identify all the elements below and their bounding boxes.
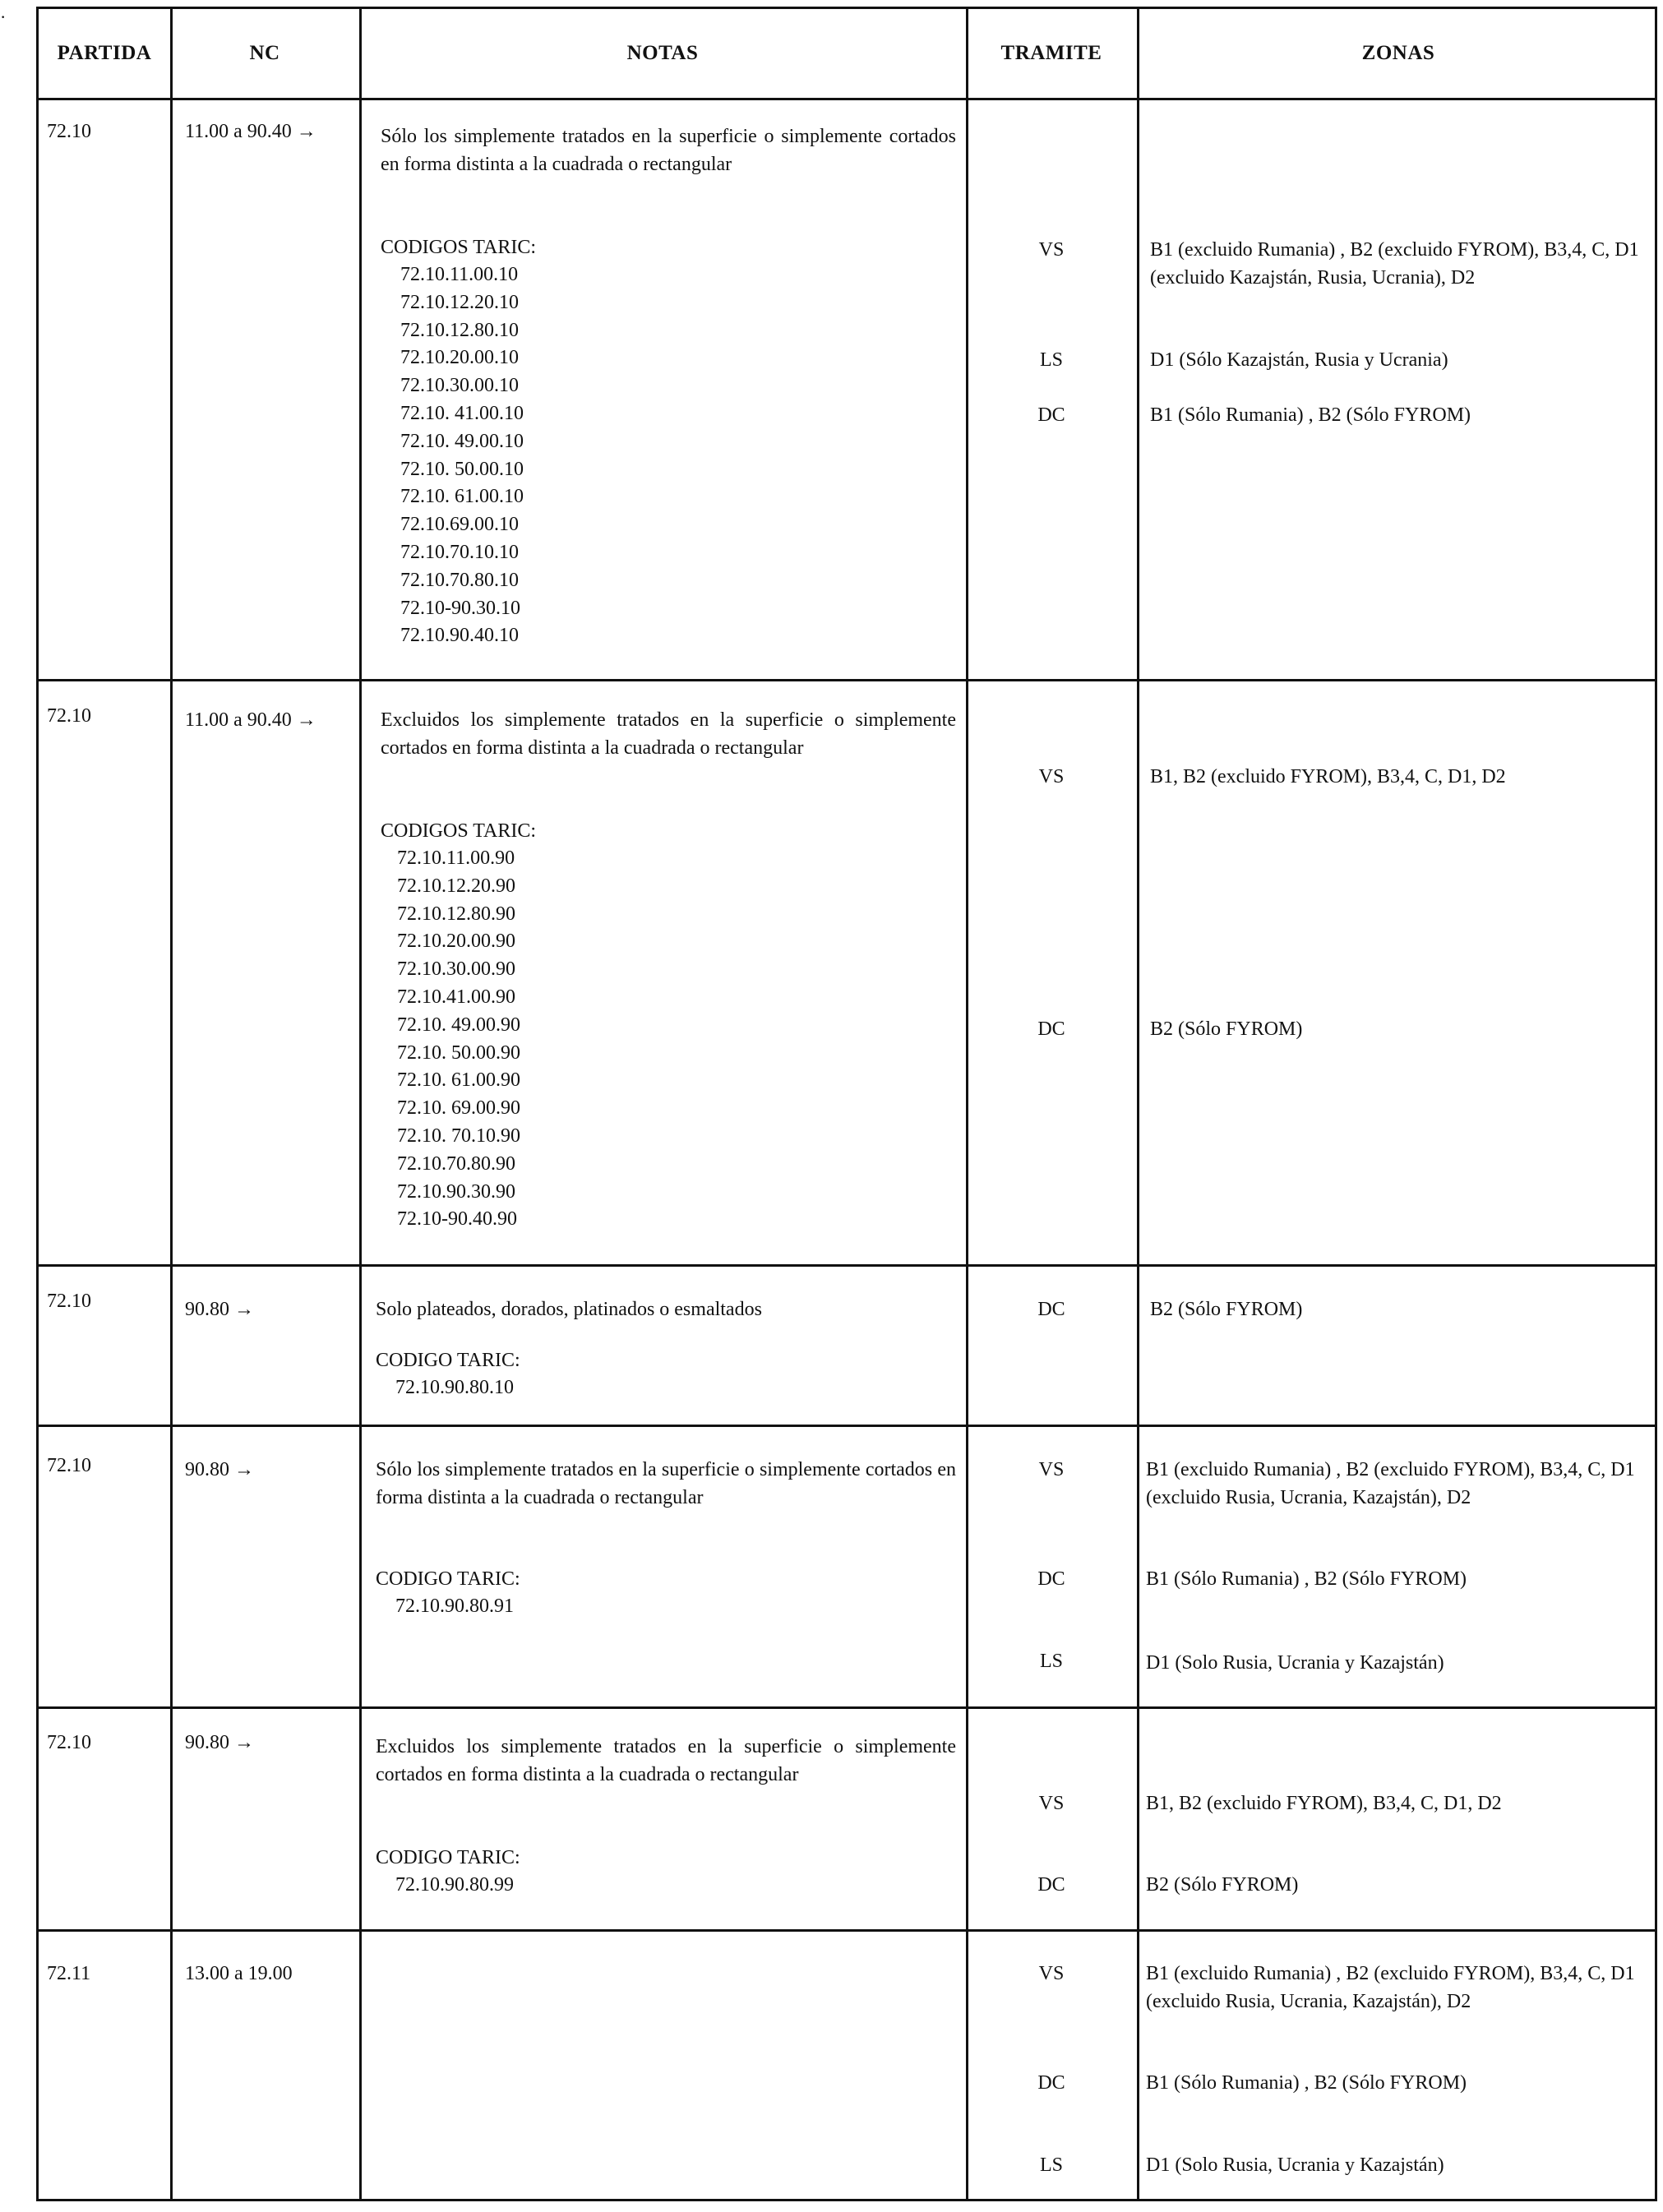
- row-3-partida: 72.10: [47, 1291, 91, 1312]
- row-6-tramite-ls: LS: [1039, 2154, 1063, 2176]
- row-1-nc: 11.00 a 90.40 →: [185, 121, 316, 142]
- row-2-tramite-dc: DC: [1037, 1018, 1065, 1040]
- row-3-nota: Solo plateados, dorados, platinados o esmaltados: [376, 1299, 762, 1320]
- row-6-zonas-vs: B1 (excluido Rumania) , B2 (excluido FYROM), B3,4, C, D1 (excluido Rusia, Ucrania, Kazajstán), D2: [1146, 1963, 1635, 2012]
- taric-code: 72.10.12.80.10: [400, 319, 519, 341]
- row-1-tramite-dc: DC: [1037, 404, 1065, 426]
- corner-mark: ·: [0, 7, 7, 27]
- row-divider: [39, 1929, 1655, 1932]
- taric-code: 72.10. 69.00.90: [397, 1097, 520, 1120]
- row-2-zonas-vs: B1, B2 (excluido FYROM), B3,4, C, D1, D2: [1150, 766, 1506, 787]
- taric-code: 72.10-90.30.10: [400, 597, 520, 619]
- row-4-codes-list: [395, 1593, 514, 1621]
- row-4-partida: 72.10: [47, 1455, 91, 1476]
- row-6-partida: 72.11: [47, 1963, 91, 1984]
- row-6-tramite-dc: DC: [1037, 2072, 1065, 2094]
- taric-code: 72.10. 70.10.90: [397, 1124, 520, 1147]
- taric-code: 72.10.90.80.10: [395, 1377, 514, 1398]
- taric-code: 72.10.11.00.10: [400, 264, 519, 285]
- taric-code: 72.10.41.00.90: [397, 986, 515, 1008]
- row-5-zonas-vs: B1, B2 (excluido FYROM), B3,4, C, D1, D2: [1146, 1793, 1502, 1814]
- taric-code: 72.10. 50.00.90: [397, 1041, 520, 1064]
- row-5-nota: Excluidos los simplemente tratados en la superficie o simplemente cortados en forma distinta a la cuadrada o rectangular: [376, 1736, 956, 1785]
- row-2-tramite-vs: VS: [1038, 766, 1065, 787]
- row-6-nc: 13.00 a 19.00: [185, 1963, 293, 1984]
- taric-code: 72.10. 41.00.10: [400, 402, 524, 424]
- row-2-codes-label: CODIGOS TARIC:: [381, 820, 536, 842]
- row-1-zonas-ls: D1 (Sólo Kazajstán, Rusia y Ucrania): [1150, 349, 1448, 371]
- taric-code: 72.10.70.10.10: [400, 541, 519, 563]
- taric-code: 72.10. 49.00.10: [400, 430, 524, 452]
- taric-code: 72.10.70.80.90: [397, 1152, 515, 1175]
- row-2-codes-list: [397, 845, 520, 1234]
- taric-code: 72.10.12.20.10: [400, 291, 519, 313]
- row-1-partida: 72.10: [47, 121, 91, 142]
- taric-code: 72.10.90.80.99: [395, 1874, 514, 1896]
- row-1-nota: Sólo los simplemente tratados en la superficie o simplemente cortados en forma distinta a la cuadrada o rectangular: [381, 126, 956, 175]
- row-1-zonas-dc: B1 (Sólo Rumania) , B2 (Sólo FYROM): [1150, 404, 1471, 426]
- row-4-tramite-ls: LS: [1039, 1651, 1063, 1672]
- taric-code: 72.10. 61.00.10: [400, 486, 524, 508]
- row-5-codes-label: CODIGO TARIC:: [376, 1847, 520, 1868]
- row-3-tramite-dc: DC: [1037, 1299, 1065, 1320]
- taric-code: 72.10.12.20.90: [397, 875, 515, 897]
- row-4-zonas-ls: D1 (Solo Rusia, Ucrania y Kazajstán): [1146, 1652, 1444, 1674]
- taric-code: 72.10-90.40.90: [397, 1208, 517, 1231]
- row-5-tramite-vs: VS: [1038, 1793, 1065, 1814]
- row-1-codes-list: [400, 261, 524, 650]
- row-3-nc: 90.80 →: [185, 1299, 254, 1320]
- row-6-zonas-dc: B1 (Sólo Rumania) , B2 (Sólo FYROM): [1146, 2072, 1467, 2094]
- taric-code: 72.10.20.00.90: [397, 931, 515, 953]
- row-3-codes-label: CODIGO TARIC:: [376, 1350, 520, 1371]
- taric-code: 72.10.12.80.90: [397, 903, 515, 925]
- taric-code: 72.10.90.80.91: [395, 1596, 514, 1617]
- row-2-nc: 11.00 a 90.40 →: [185, 709, 316, 731]
- row-2-partida: 72.10: [47, 705, 91, 727]
- row-6-tramite-vs: VS: [1038, 1963, 1065, 1984]
- column-divider: [170, 9, 173, 2199]
- row-divider: [39, 1706, 1655, 1709]
- row-2-nota: Excluidos los simplemente tratados en la superficie o simplemente cortados en forma distinta a la cuadrada o rectangular: [381, 709, 956, 759]
- row-4-codes-label: CODIGO TARIC:: [376, 1568, 520, 1590]
- taric-code: 72.10.69.00.10: [400, 514, 519, 536]
- row-5-nc: 90.80 →: [185, 1732, 254, 1753]
- row-2-zonas-dc: B2 (Sólo FYROM): [1150, 1018, 1303, 1040]
- row-1-tramite-vs: VS: [1038, 239, 1065, 261]
- row-4-zonas-vs: B1 (excluido Rumania) , B2 (excluido FYROM), B3,4, C, D1 (excluido Rusia, Ucrania, Kazajstán), D2: [1146, 1459, 1635, 1508]
- row-5-partida: 72.10: [47, 1732, 91, 1753]
- row-3-zonas-dc: B2 (Sólo FYROM): [1150, 1299, 1303, 1320]
- taric-code: 72.10. 49.00.90: [397, 1014, 520, 1036]
- taric-code: 72.10. 50.00.10: [400, 458, 524, 480]
- row-5-codes-list: [395, 1872, 514, 1900]
- row-5-tramite-dc: DC: [1037, 1874, 1065, 1896]
- header-notas: NOTAS: [626, 42, 699, 64]
- taric-code: 72.10.30.00.10: [400, 375, 519, 397]
- row-3-codes-list: [395, 1374, 514, 1402]
- taric-code: 72.10.70.80.10: [400, 569, 519, 591]
- taric-code: 72.10.30.00.90: [397, 958, 515, 981]
- taric-code: 72.10.90.30.90: [397, 1180, 515, 1203]
- header-nc: NC: [249, 42, 280, 64]
- row-4-zonas-dc: B1 (Sólo Rumania) , B2 (Sólo FYROM): [1146, 1568, 1467, 1590]
- row-4-nc: 90.80 →: [185, 1459, 254, 1480]
- header-zonas: ZONAS: [1361, 42, 1435, 64]
- tariff-table: [36, 7, 1657, 2201]
- row-4-tramite-dc: DC: [1037, 1568, 1065, 1590]
- row-1-zonas-vs: B1 (excluido Rumania) , B2 (excluido FYROM), B3,4, C, D1 (excluido Kazajstán, Rusia, Ucrania), D2: [1150, 239, 1639, 289]
- row-divider: [39, 1425, 1655, 1427]
- row-4-tramite-vs: VS: [1038, 1459, 1065, 1480]
- taric-code: 72.10. 61.00.90: [397, 1069, 520, 1092]
- row-1-codes-label: CODIGOS TARIC:: [381, 237, 536, 258]
- row-4-nota: Sólo los simplemente tratados en la superficie o simplemente cortados en forma distinta a la cuadrada o rectangular: [376, 1459, 956, 1508]
- header-partida: PARTIDA: [57, 42, 152, 64]
- row-divider: [39, 679, 1655, 681]
- taric-code: 72.10.20.00.10: [400, 347, 519, 369]
- taric-code: 72.10.90.40.10: [400, 625, 519, 647]
- row-divider: [39, 1264, 1655, 1267]
- taric-code: 72.10.11.00.90: [397, 847, 515, 869]
- row-5-zonas-dc: B2 (Sólo FYROM): [1146, 1874, 1299, 1896]
- column-divider: [359, 9, 362, 2199]
- row-divider: [39, 98, 1655, 100]
- header-tramite: TRAMITE: [1000, 42, 1102, 64]
- row-1-tramite-ls: LS: [1039, 349, 1063, 371]
- row-6-zonas-ls: D1 (Solo Rusia, Ucrania y Kazajstán): [1146, 2154, 1444, 2176]
